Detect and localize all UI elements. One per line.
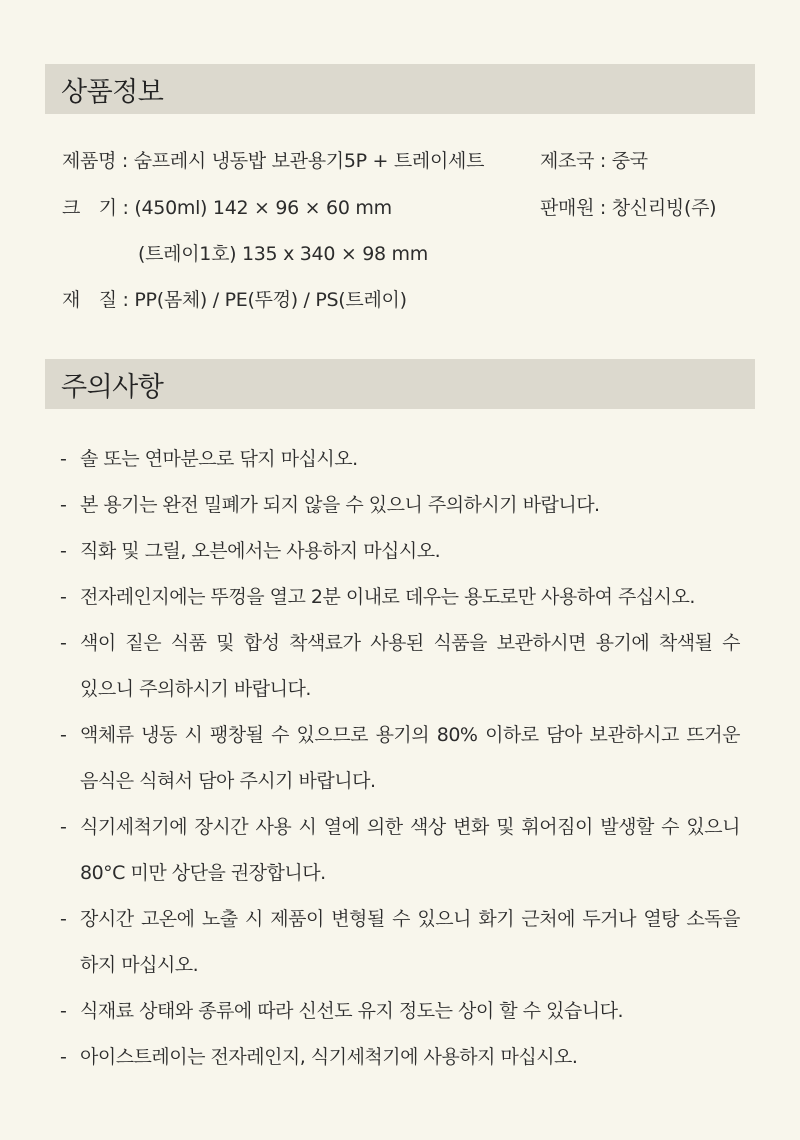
caution-item: - 색이 짙은 식품 및 합성 착색료가 사용된 식품을 보관하시면 용기에 착색될 수 있으니 주의하시기 바랍니다. [60, 620, 740, 712]
dash-mark: - [60, 724, 67, 746]
product-info-header [45, 64, 755, 114]
caution-item: - 아이스트레이는 전자레인지, 식기세척기에 사용하지 마십시오. [60, 1034, 740, 1080]
dash-mark: - [60, 1000, 67, 1022]
caution-list [60, 436, 740, 1080]
dash-mark: - [60, 1046, 67, 1068]
dash-mark: - [60, 816, 67, 838]
product-name-line: 제품명 : 숨프레시 냉동밥 보관용기5P + 트레이세트 [62, 150, 485, 172]
caution-item: - 액체류 냉동 시 팽창될 수 있으므로 용기의 80% 이하로 담아 보관하시고 뜨거운 음식은 식혀서 담아 주시기 바랍니다. [60, 712, 740, 804]
caution-item: - 식재료 상태와 종류에 따라 신선도 유지 정도는 상이 할 수 있습니다. [60, 988, 740, 1034]
caution-item: - 솔 또는 연마분으로 닦지 마십시오. [60, 436, 740, 482]
material-line: 재 질 : PP(몸체) / PE(뚜껑) / PS(트레이) [62, 289, 407, 311]
dash-mark: - [60, 586, 67, 608]
dash-mark: - [60, 540, 67, 562]
caution-item: - 직화 및 그릴, 오븐에서는 사용하지 마십시오. [60, 528, 740, 574]
country-line: 제조국 : 중국 [540, 150, 648, 172]
seller-line: 판매원 : 창신리빙(주) [540, 197, 717, 219]
size-line: 크 기 : (450ml) 142 × 96 × 60 mm [62, 197, 392, 219]
dash-mark: - [60, 494, 67, 516]
caution-item: - 본 용기는 완전 밀폐가 되지 않을 수 있으니 주의하시기 바랍니다. [60, 482, 740, 528]
dash-mark: - [60, 908, 67, 930]
caution-title: 주의사항 [61, 371, 164, 403]
dash-mark: - [60, 448, 67, 470]
caution-item: - 전자레인지에는 뚜껑을 열고 2분 이내로 데우는 용도로만 사용하여 주십시오. [60, 574, 740, 620]
caution-item: - 식기세척기에 장시간 사용 시 열에 의한 색상 변화 및 휘어짐이 발생할 수 있으니 80°C 미만 상단을 권장합니다. [60, 804, 740, 896]
caution-item: - 장시간 고온에 노출 시 제품이 변형될 수 있으니 화기 근처에 두거나 열탕 소독을 하지 마십시오. [60, 896, 740, 988]
tray-size-line: (트레이1호) 135 x 340 × 98 mm [138, 243, 428, 265]
product-info-title: 상품정보 [61, 76, 164, 108]
caution-header [45, 359, 755, 409]
dash-mark: - [60, 632, 67, 654]
